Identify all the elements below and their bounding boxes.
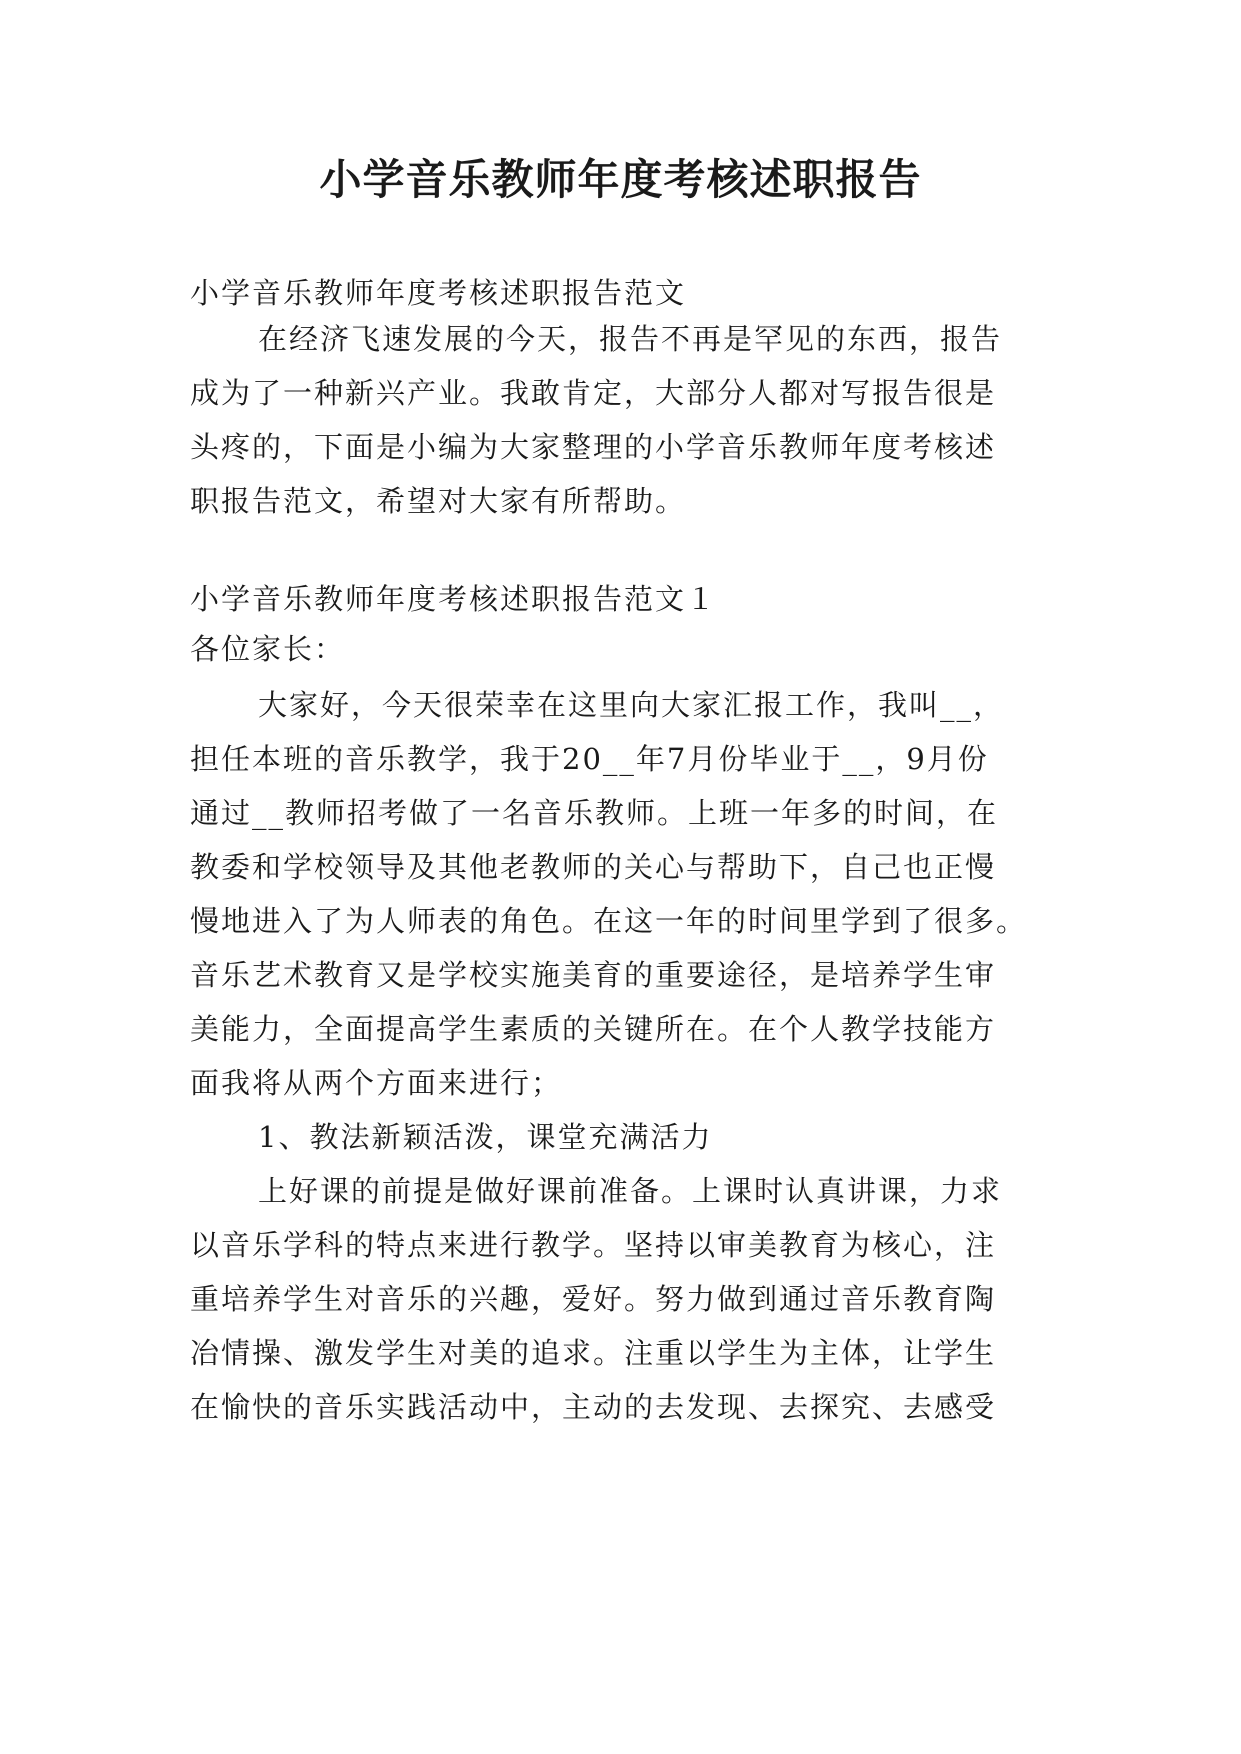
body2-line: 以音乐学科的特点来进行教学。坚持以审美教育为核心，注 xyxy=(190,1228,997,1262)
intro-line: 在经济飞速发展的今天，报告不再是罕见的东西，报告 xyxy=(258,322,1003,356)
body-paragraph-2 xyxy=(190,1164,1060,1434)
subtitle-line: 小学音乐教师年度考核述职报告范文 xyxy=(190,276,687,310)
salutation xyxy=(190,622,1060,676)
body1-line: 教委和学校领导及其他老教师的关心与帮助下，自己也正慢 xyxy=(190,850,997,884)
point-heading-1 xyxy=(190,1110,1060,1164)
intro-line: 头疼的，下面是小编为大家整理的小学音乐教师年度考核述 xyxy=(190,430,997,464)
intro-paragraph xyxy=(190,312,1060,528)
salutation-text: 各位家长： xyxy=(190,632,346,666)
body-paragraph-1 xyxy=(190,678,1060,1110)
body1-line: 大家好，今天很荣幸在这里向大家汇报工作，我叫__， xyxy=(258,688,1005,722)
intro-line: 成为了一种新兴产业。我敢肯定，大部分人都对写报告很是 xyxy=(190,376,997,410)
body1-line: 通过__教师招考做了一名音乐教师。上班一年多的时间，在 xyxy=(190,796,999,830)
body1-line: 音乐艺术教育又是学校实施美育的重要途径，是培养学生审 xyxy=(190,958,997,992)
body1-line: 面我将从两个方面来进行； xyxy=(190,1066,563,1100)
intro-line: 职报告范文，希望对大家有所帮助。 xyxy=(190,484,687,518)
body1-line: 美能力，全面提高学生素质的关键所在。在个人教学技能方 xyxy=(190,1012,997,1046)
body2-line: 重培养学生对音乐的兴趣，爱好。努力做到通过音乐教育陶 xyxy=(190,1282,997,1316)
body1-line: 慢地进入了为人师表的角色。在这一年的时间里学到了很多。 xyxy=(190,904,1028,938)
body2-line: 冶情操、激发学生对美的追求。注重以学生为主体，让学生 xyxy=(190,1336,997,1370)
point-heading-text: 1、教法新颖活泼，课堂充满活力 xyxy=(258,1120,713,1154)
section-heading xyxy=(190,572,1060,626)
document-title: 小学音乐教师年度考核述职报告 xyxy=(319,155,922,204)
section-heading-text: 小学音乐教师年度考核述职报告范文１ xyxy=(190,582,718,616)
body2-line: 在愉快的音乐实践活动中，主动的去发现、去探究、去感受 xyxy=(190,1390,997,1424)
body2-line: 上好课的前提是做好课前准备。上课时认真讲课，力求 xyxy=(258,1174,1003,1208)
body1-line: 担任本班的音乐教学，我于20__年7月份毕业于__，9月份 xyxy=(190,742,989,776)
